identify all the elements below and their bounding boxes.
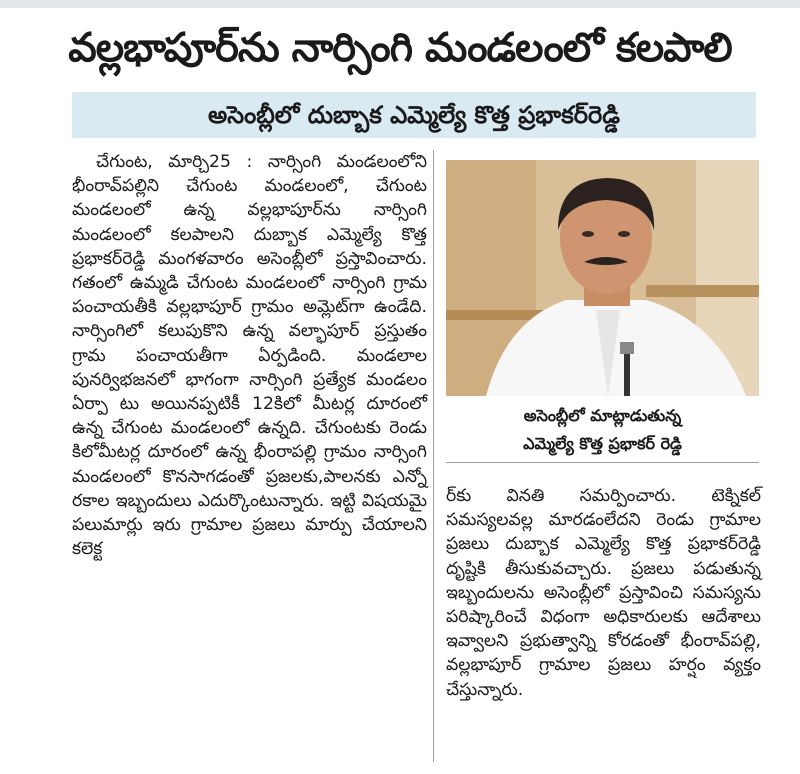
photo-caption [446,402,759,458]
article-text-right: ర్‌కు వినతి సమర్పించారు. టెక్నికల్ సమస్యలవల్ల మారడంలేదని రెండు గ్రామాల ప్రజలు దుబ్బాక ఎమ్మెల్యే కొత్త ప్రభాకర్‌రెడ్డి దృష్టికి తీసుకువచ్చారు. ప్రజలు పడుతున్న ఇబ్బందులను అసెంబ్లీలో ప్రస్తావించి సమస్యను పరిష్కారించే విధంగా అధికారులకు ఆదేశాలు ఇవ్వాలని ప్రభుత్వాన్ని కోరడంతో భీంరావ్‌పల్లి, వల్లభాపూర్ గ్రామాల ప్రజలు హర్షం వ్యక్తం చేస్తున్నారు. [446,486,761,700]
caption-line-2: ఎమ్మెల్యే కొత్త ప్రభాకర్ రెడ్డి [523,434,682,453]
caption-line-1: అసెంబ్లీలో మాట్లాడుతున్న [523,406,682,425]
article-column-right [446,484,761,702]
column-divider [433,150,434,762]
article-column-left [72,150,427,561]
headline: వల్లభాపూర్‌ను నార్సింగి మండలంలో కలపాలి [68,25,732,71]
top-bar [0,0,800,8]
mla-photo [446,160,759,396]
subheadline-banner [72,92,756,138]
caption-rule [446,462,759,463]
mla-photo-illustration [446,160,759,396]
article-text-left: చేగుంట, మార్చి25 : నార్సింగి మండలంలోని భీంరావ్‌పల్లిని చేగుంట మండలంలో, చేగుంట మండలంలో ఉన్న వల్లభాపూర్‌ను నార్సింగి మండలంలో కలపాలని దుబ్బాక ఎమ్మెల్యే కొత్త ప్రభాకర్‌రెడ్డి మంగళవారం అసెంబ్లీలో ప్రస్తావించారు. గతంలో ఉమ్మడి చేగుంట మండలంలో నార్సింగి గ్రామ పంచాయతీకి వల్లభాపూర్ గ్రామం అమ్లెట్‌గా ఉండేది. నార్సింగిలో కలుపుకొని ఉన్న వల్భాపూర్ ప్రస్తుతం గ్రామ పంచాయతీగా ఏర్పడింది. మండలాల పునర్విభజనలో భాగంగా నార్సింగి ప్రత్యేక మండలం ఏర్పా టు అయినప్పటికీ 12కిలో మీటర్ల దూరంలో ఉన్న చేగుంట మండలంలో ఉన్నది. చేగుంటకు రెండు కిలోమీటర్ల దూరంలో ఉన్న భీంరాపల్లి గ్రామం నార్సింగి మండలంలో కొనసాగడంతో ప్రజలకు,పాలనకు ఎన్నో రకాల ఇబ్బందులు ఎదుర్కొంటున్నారు. ఇట్టి విషయమై పలుమార్లు ఇరు గ్రామాల ప్రజలు మార్పు చేయాలని కలెక్ట [72,152,427,560]
subheadline: అసెంబ్లీలో దుబ్బాక ఎమ్మెల్యే కొత్త ప్రభాకర్‌రెడ్డి [208,101,620,129]
